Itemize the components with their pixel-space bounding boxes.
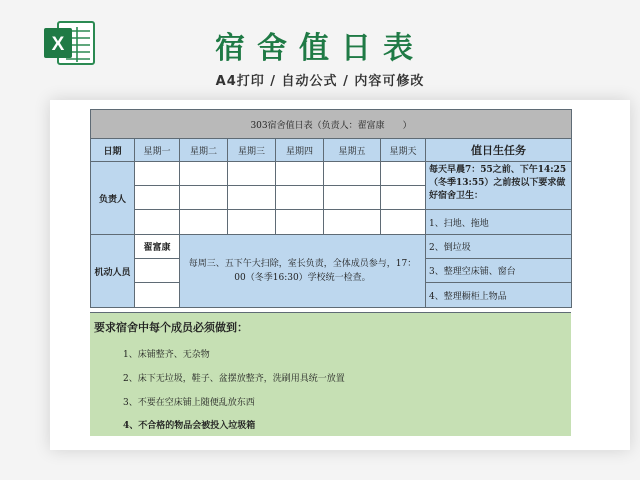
requirement-item: 2、床下无垃圾，鞋子、盆摆放整齐，洗刷用具统一放置 — [123, 374, 345, 384]
requirements-box — [90, 312, 571, 436]
cell-empty[interactable] — [324, 162, 381, 186]
cell-empty[interactable] — [381, 186, 426, 210]
task-intro: 每天早晨7：55之前、下午14:25（冬季13:55）之前按以下要求做好宿舍卫生： — [426, 162, 572, 210]
cell-empty[interactable] — [135, 210, 180, 235]
cell-empty[interactable] — [180, 162, 228, 186]
duty-table — [90, 109, 572, 308]
cell-empty[interactable] — [135, 186, 180, 210]
cell-empty[interactable] — [228, 186, 276, 210]
cell-empty[interactable] — [228, 210, 276, 235]
cell-empty[interactable] — [276, 210, 324, 235]
page-subtitle: A4打印 / 自动公式 / 内容可修改 — [215, 74, 425, 89]
requirements-title: 要求宿舍中每个成员必须做到： — [94, 321, 248, 334]
col-wednesday: 星期三 — [228, 139, 276, 162]
cell-empty[interactable] — [381, 210, 426, 235]
task-item: 2、倒垃圾 — [426, 235, 572, 259]
page-title: 宿舍值日表 — [215, 31, 425, 66]
col-sunday: 星期天 — [381, 139, 426, 162]
cell-empty[interactable] — [135, 259, 180, 283]
requirement-item: 3、不要在空床铺上随便乱放东西 — [123, 398, 255, 408]
col-date: 日期 — [91, 139, 135, 162]
cell-empty[interactable] — [381, 162, 426, 186]
mobile-member: 翟富康 — [135, 235, 180, 259]
cell-empty[interactable] — [228, 162, 276, 186]
cell-empty[interactable] — [180, 210, 228, 235]
cell-empty[interactable] — [135, 283, 180, 308]
cell-empty[interactable] — [180, 186, 228, 210]
cell-empty[interactable] — [324, 210, 381, 235]
mobile-label: 机动人员 — [91, 235, 135, 308]
svg-text:X: X — [51, 34, 65, 55]
requirement-item: 1、床铺整齐、无杂物 — [123, 350, 210, 360]
cleanup-note: 每周三、五下午大扫除，室长负责，全体成员参与，17：00（冬季16:30）学校统一检查。 — [180, 235, 426, 308]
task-item: 1、扫地、拖地 — [426, 210, 572, 235]
requirement-item: 4、不合格的物品会被投入垃圾箱 — [123, 421, 256, 431]
table-title: 303宿舍值日表（负责人：翟富康 ） — [91, 110, 572, 139]
cell-empty[interactable] — [324, 186, 381, 210]
cell-empty[interactable] — [135, 162, 180, 186]
cell-empty[interactable] — [276, 186, 324, 210]
responsible-label: 负责人 — [91, 162, 135, 235]
task-item: 3、整理空床铺、窗台 — [426, 259, 572, 283]
cell-empty[interactable] — [276, 162, 324, 186]
task-item: 4、整理橱柜上物品 — [426, 283, 572, 308]
col-tuesday: 星期二 — [180, 139, 228, 162]
task-header: 值日生任务 — [426, 139, 572, 162]
col-friday: 星期五 — [324, 139, 381, 162]
col-thursday: 星期四 — [276, 139, 324, 162]
col-monday: 星期一 — [135, 139, 180, 162]
